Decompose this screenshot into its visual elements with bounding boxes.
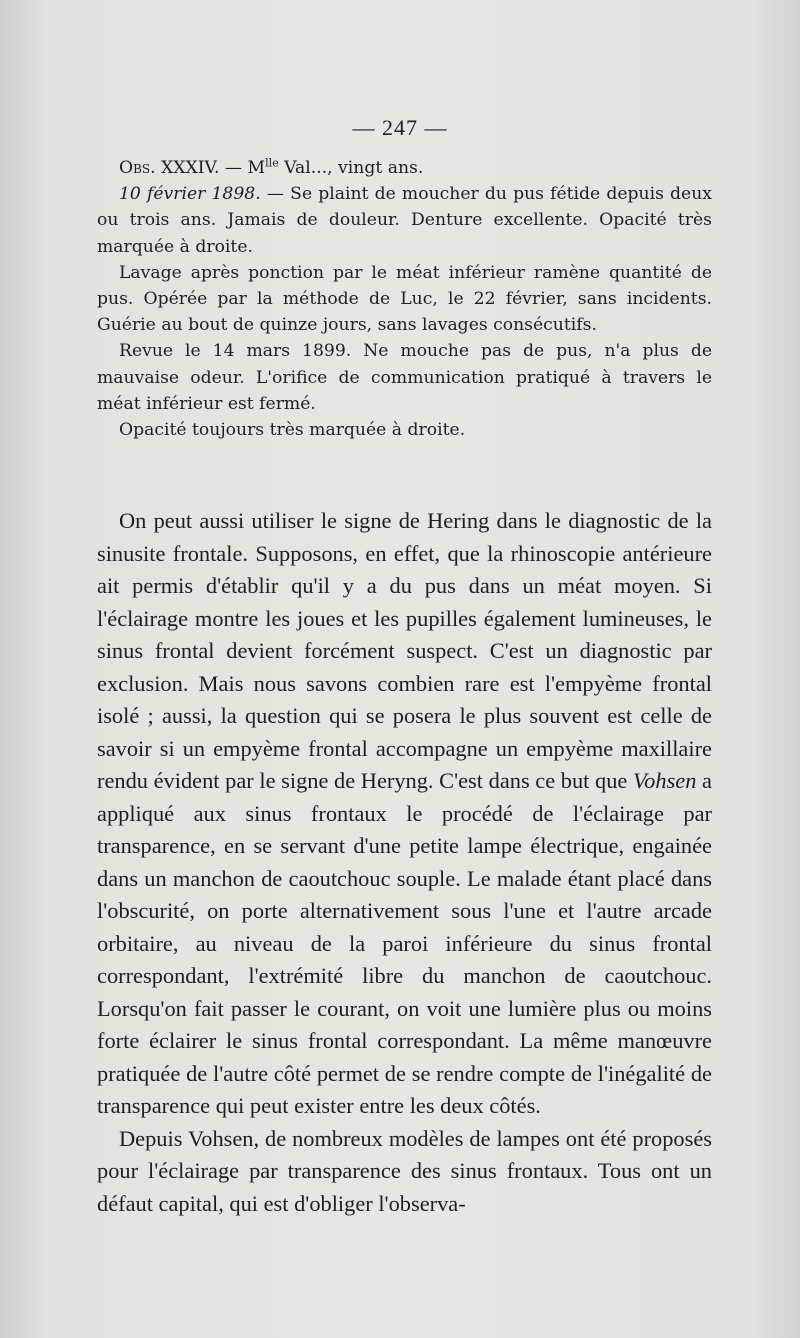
observation-paragraph-4: Opacité toujours très marquée à droite. [119, 420, 466, 441]
body-p1-italic: Vohsen [632, 768, 697, 793]
observation-patient: Val..., vingt ans. [278, 158, 424, 178]
observation-title-sup: lle [265, 156, 279, 170]
observation-paragraph-3: Revue le 14 mars 1899. Ne mouche pas de pus, n'a plus de mauvaise odeur. L'orifice de communication pratiqué à travers le méat inférieur est fermé. [97, 341, 712, 414]
body-p1-before: On peut aussi utiliser le signe de Hering dans le diagnostic de la sinusite frontale. Supposons, en effet, que la rhinoscopie antérieure ait permis d'établir qu'il y a du pus dans un méat moyen. Si l'éclairage montre les joues et les pupilles également lumineuses, le sinus frontal devient forcément suspect. C'est un diagnostic par exclusion. Mais nous savons combien rare est l'empyème frontal isolé ; aussi, la question qui se posera le plus souvent est celle de savoir si un empyème frontal accompagne un empyème maxillaire rendu évident par le signe de Heryng. C'est dans ce but que [97, 508, 712, 793]
body-paragraph-2: Depuis Vohsen, de nombreux modèles de lampes ont été proposés pour l'éclairage par transparence des sinus frontaux. Tous ont un défaut capital, qui est d'obliger l'observa- [97, 1125, 712, 1216]
observation-date: 10 février 1898. [119, 184, 261, 205]
page-number: — 247 — [352, 115, 448, 140]
observation-label: Obs. XXXIV. [119, 158, 220, 178]
observation-heading [97, 155, 712, 181]
body-paragraph-1 [97, 505, 712, 1123]
body-p1-after: a appliqué aux sinus frontaux le procédé de l'éclairage par transparence, en se servant d'une petite lampe électrique, engainée dans un manchon de caoutchouc souple. Le malade étant placé dans l'obscurité, on porte alternativement sous l'une et l'autre arcade orbitaire, au niveau de la paroi inférieure du sinus frontal correspondant, l'extrémité libre du manchon de caoutchouc. Lorsqu'on fait passer le courant, on voit une lumière plus ou moins forte éclairer le sinus frontal correspondant. La même manœuvre pratiquée de l'autre côté permet de se rendre compte de l'inégalité de transparence qui peut exister entre les deux côtés. [97, 768, 712, 1118]
observation-paragraph-2: Lavage après ponction par le méat inférieur ramène quantité de pus. Opérée par la méthode de Luc, le 22 février, sans incidents. Guérie au bout de quinze jours, sans lavages consécutifs. [97, 262, 712, 336]
observation-p1-text: — Se plaint de moucher du pus fétide depuis deux ou trois ans. Jamais de douleur. Denture excellente. Opacité très marquée à droite. [97, 184, 712, 257]
observation-paragraph-1 [97, 181, 712, 260]
main-text [97, 505, 712, 1220]
observation-block [97, 155, 712, 443]
observation-dash: — M [219, 158, 266, 178]
